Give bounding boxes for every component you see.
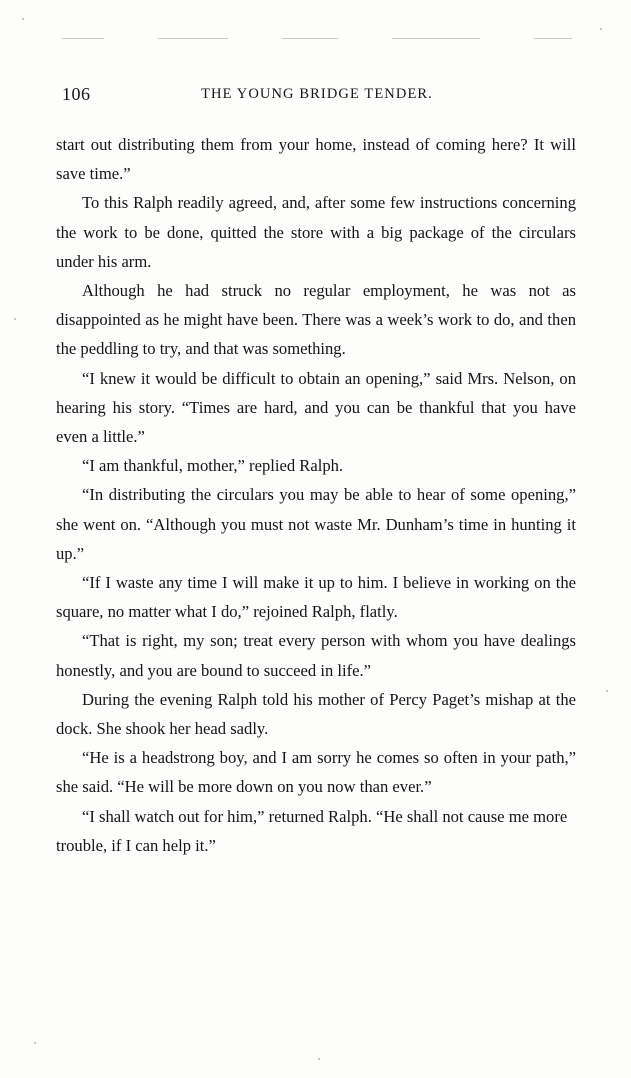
running-head: THE YOUNG BRIDGE TENDER. xyxy=(201,86,433,102)
scan-speck xyxy=(600,28,602,30)
scan-speck xyxy=(606,690,608,692)
paragraph: “That is right, my son; treat every person with whom you have dealings honestly, and you are bound to succeed in life.” xyxy=(56,631,576,680)
paragraph: During the evening Ralph told his mother of Percy Paget’s mishap at the dock. She shook her head sadly. xyxy=(56,689,576,739)
scan-edge-marks xyxy=(62,36,572,40)
page-header xyxy=(62,84,572,106)
paragraph: start out distributing them from your home, instead of coming here? It will save time.” xyxy=(56,135,576,184)
paragraph: To this Ralph readily agreed, and, after some few instructions concerning the work to be done, quitted the store with a big package of the circulars under his arm. xyxy=(56,193,576,271)
paragraph: Although he had struck no regular employment, he was not as disappointed as he might have been. There was a week’s work to do, and then the peddling to try, and that was something. xyxy=(56,281,576,359)
paragraph: “I knew it would be difficult to obtain an opening,” said Mrs. Nelson, on hearing his story. “Times are hard, and you can be thankful that you have even a little.” xyxy=(56,368,576,447)
paragraph: “He is a headstrong boy, and I am sorry he comes so often in your path,” she said. “He will be more down on you now than ever.” xyxy=(56,748,576,797)
paragraph: “If I waste any time I will make it up to him. I believe in working on the square, no matter what I do,” rejoined Ralph, flatly. xyxy=(56,573,576,622)
scan-speck xyxy=(14,318,16,320)
paragraph: “In distributing the circulars you may be able to hear of some opening,” she went on. “Although you must not waste Mr. Dunham’s time in hunting it up.” xyxy=(56,485,576,563)
scan-speck xyxy=(318,1058,320,1060)
scan-speck xyxy=(34,1042,36,1044)
scan-speck xyxy=(22,18,24,20)
paragraph: “I shall watch out for him,” returned Ralph. “He shall not cause me more trouble, if I can help it.” xyxy=(56,806,568,855)
paragraph: “I am thankful, mother,” replied Ralph. xyxy=(82,456,344,476)
page-number: 106 xyxy=(62,84,91,104)
page-body xyxy=(56,130,576,860)
